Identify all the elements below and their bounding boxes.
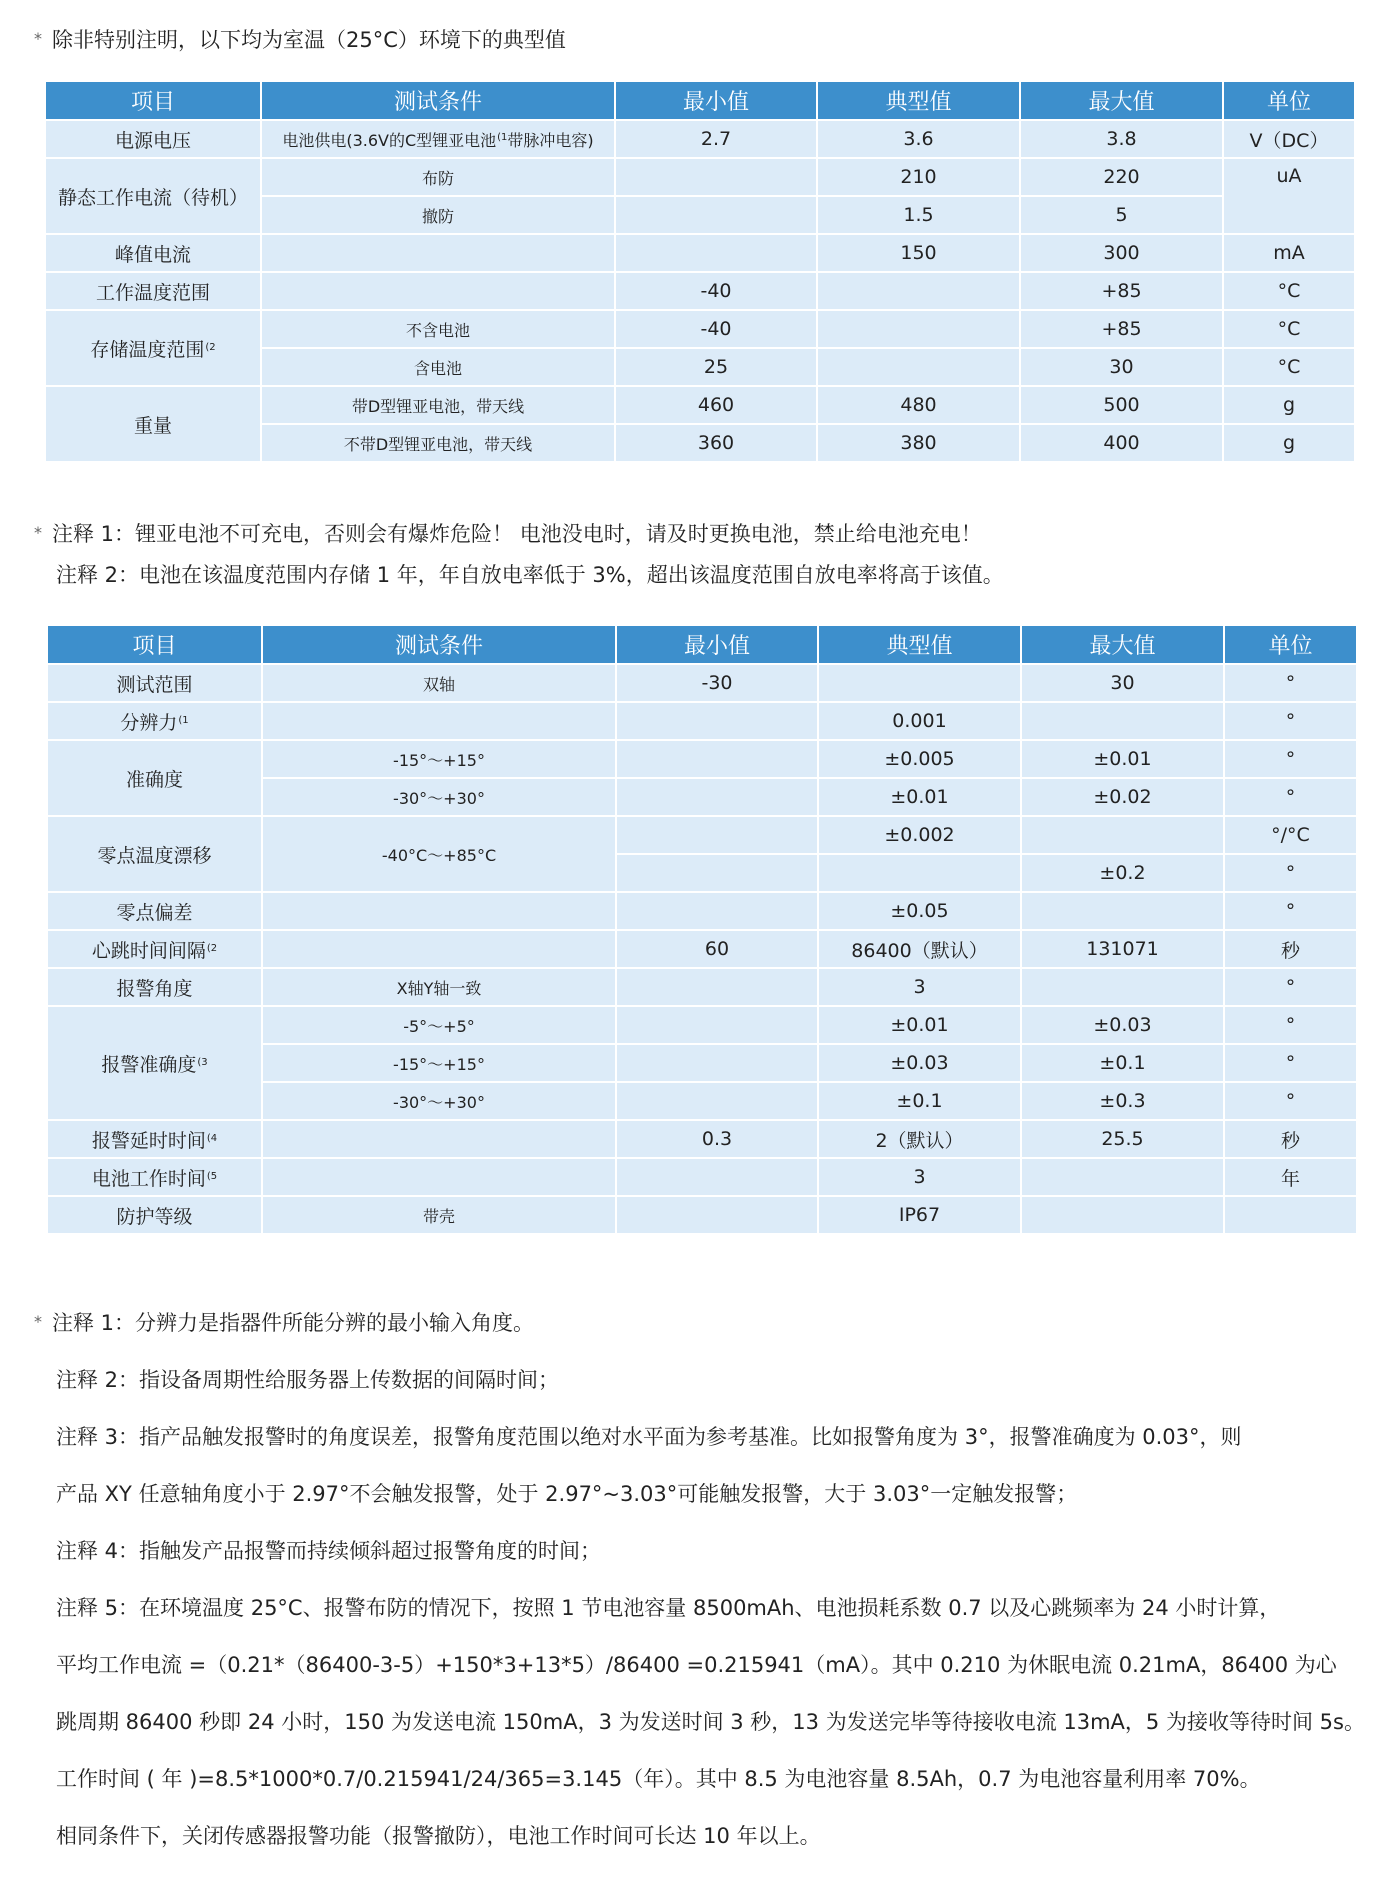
table-row: -30°～+30° ±0.1 ±0.3 ° (47, 1082, 1357, 1120)
table-row: 撤防 1.5 5 (45, 196, 1355, 234)
note1-line-2: 注释 2：电池在该温度范围内存储 1 年，年自放电率低于 3%，超出该温度范围自放电率将高于该值。 (56, 563, 1004, 587)
note2-line-1: * 注释 1：分辨力是指器件所能分辨的最小输入角度。 (34, 1311, 535, 1335)
note2-line-5: 注释 4：指触发产品报警而持续倾斜超过报警角度的时间； (56, 1539, 602, 1563)
note2-line-8: 跳周期 86400 秒即 24 小时，150 为发送电流 150mA，3 为发送时间 3 秒，13 为发送完毕等待接收电流 13mA，5 为接收等待时间 5s。 (56, 1710, 1365, 1734)
header-min: 最小值 (615, 81, 817, 120)
table-row: 存储温度范围$^{(2}$ 不含电池 -40 +85 °C (45, 310, 1355, 348)
table-row: 零点偏差 ±0.05 ° (47, 892, 1357, 930)
note2-line-7: 平均工作电流 =（0.21*（86400-3-5）+150*3+13*5）/86400 =0.215941（mA）。其中 0.210 为休眠电流 0.21mA，86400 为心 (56, 1653, 1337, 1677)
table-row: -30°～+30° ±0.01 ±0.02 ° (47, 778, 1357, 816)
table-header-row (45, 81, 1355, 120)
table-row: ±0.2 ° (47, 854, 1357, 892)
header-unit: 单位 (1223, 81, 1355, 120)
note2-line-4: 产品 XY 任意轴角度小于 2.97°不会触发报警，处于 2.97°~3.03°可能触发报警，大于 3.03°一定触发报警； (56, 1482, 1078, 1506)
table-row: -15°～+15° ±0.03 ±0.1 ° (47, 1044, 1357, 1082)
table-row: 报警准确度$^{(3}$ -5°～+5° ±0.01 ±0.03 ° (47, 1006, 1357, 1044)
table-row: 工作温度范围 -40 +85 °C (45, 272, 1355, 310)
table-row: 报警角度 X轴Y轴一致 3 ° (47, 968, 1357, 1006)
header-condition: 测试条件 (261, 81, 615, 120)
table-row: 重量 带D型锂亚电池，带天线 460 480 500 g (45, 386, 1355, 424)
header-item: 项目 (45, 81, 261, 120)
header-typ: 典型值 (817, 81, 1020, 120)
note2-line-10: 相同条件下，关闭传感器报警功能（报警撤防），电池工作时间可长达 10 年以上。 (56, 1824, 821, 1848)
table-row: 心跳时间间隔$^{(2}$ 60 86400（默认） 131071 秒 (47, 930, 1357, 968)
table-row: 测试范围 双轴 -30 30 ° (47, 664, 1357, 702)
table-row: 电源电压 电池供电(3.6V的C型锂亚电池$^{(1}$带脉冲电容) 2.7 3.6 3.8 V（DC） (45, 120, 1355, 158)
note2-line-2: 注释 2：指设备周期性给服务器上传数据的间隔时间； (56, 1368, 560, 1392)
table-header-row: 项目 测试条件 最小值 典型值 最大值 单位 (47, 625, 1357, 664)
note2-line-6: 注释 5：在环境温度 25°C、报警布防的情况下，按照 1 节电池容量 8500mAh、电池损耗系数 0.7 以及心跳频率为 24 小时计算， (56, 1596, 1281, 1620)
table-row: 报警延时时间$^{(4}$ 0.3 2（默认） 25.5 秒 (47, 1120, 1357, 1158)
note2-line-3: 注释 3：指产品触发报警时的角度误差，报警角度范围以绝对水平面为参考基准。比如报警角度为 3°，报警准确度为 0.03°，则 (56, 1425, 1242, 1449)
power-spec-table (44, 80, 1356, 463)
table-row: 零点温度漂移 -40°C～+85°C ±0.002 °/°C (47, 816, 1357, 854)
asterisk-icon: * (34, 1312, 42, 1331)
table-row: 准确度 -15°～+15° ±0.005 ±0.01 ° (47, 740, 1357, 778)
table-row: 峰值电流 150 300 mA (45, 234, 1355, 272)
intro-text: * 除非特别注明，以下均为室温（25°C）环境下的典型值 (34, 28, 566, 52)
sensor-spec-table (46, 624, 1358, 1235)
table-row: 电池工作时间$^{(5}$ 3 年 (47, 1158, 1357, 1196)
table-row: 分辨力$^{(1}$ 0.001 ° (47, 702, 1357, 740)
table-row: 含电池 25 30 °C (45, 348, 1355, 386)
note1-line-1: * 注释 1：锂亚电池不可充电，否则会有爆炸危险！ 电池没电时，请及时更换电池，禁止给电池充电！ (34, 522, 982, 546)
asterisk-icon: * (34, 523, 42, 542)
table-row: 防护等级 带壳 IP67 (47, 1196, 1357, 1234)
header-max: 最大值 (1020, 81, 1223, 120)
asterisk-icon: * (34, 29, 42, 48)
note2-line-9: 工作时间 ( 年 )=8.5*1000*0.7/0.215941/24/365=3.145（年）。其中 8.5 为电池容量 8.5Ah，0.7 为电池容量利用率 70%。 (56, 1767, 1261, 1791)
table-row: 静态工作电流（待机） 布防 210 220 uA (45, 158, 1355, 196)
table-row: 不带D型锂亚电池，带天线 360 380 400 g (45, 424, 1355, 462)
